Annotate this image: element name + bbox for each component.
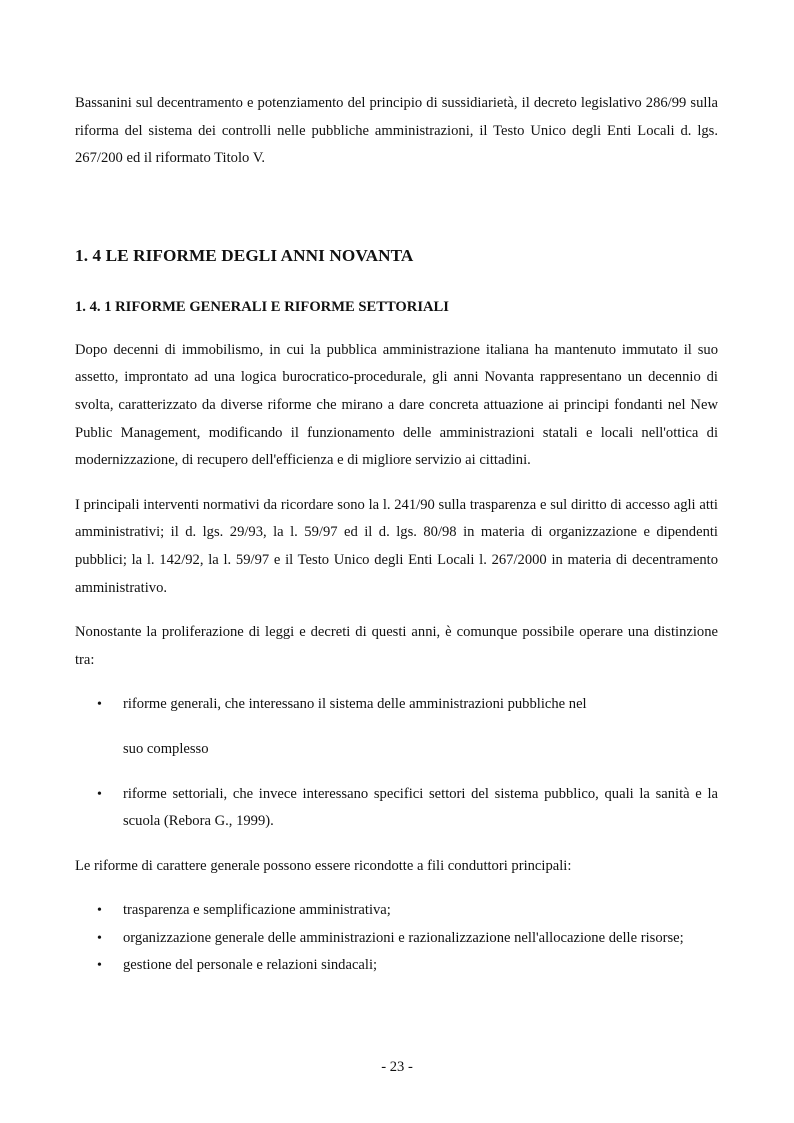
paragraph-new-public-management: Dopo decenni di immobilismo, in cui la pubblica amministrazione italiana ha mantenuto immutato il suo assetto, improntato ad una logica burocratico-procedurale, gli anni Novanta rappresentano un decennio di svolta, caratterizzato da diverse riforme che mirano a dare concreta attuazione ai principi fondanti nel New Public Management, modificando il funzionamento delle amministrazioni statali e locali nell'ottica di modernizzazione, di recupero dell'efficienza e di migliore servizio ai cittadini.	[75, 341, 718, 469]
list-item-riforme-generali	[75, 691, 718, 719]
bullet-icon: •	[97, 958, 102, 974]
subsection-heading: 1. 4. 1 RIFORME GENERALI E RIFORME SETTORIALI	[75, 298, 449, 315]
fili-conduttori-list	[75, 897, 718, 980]
list-item-text: riforme generali, che interessano il sistema delle amministrazioni pubbliche nel	[123, 696, 587, 713]
paragraph-list-intro: Le riforme di carattere generale possono essere ricondotte a fili conduttori principali:	[75, 857, 572, 874]
bullet-icon: •	[97, 697, 102, 713]
list-item-text: organizzazione generale delle amministrazioni e razionalizzazione nell'allocazione delle risorse;	[123, 929, 684, 946]
list-item-text: riforme settoriali, che invece interessano specifici settori del sistema pubblico, quali la sanità e la scuola (Rebora G., 1999).	[123, 785, 718, 830]
section-heading: 1. 4 LE RIFORME DEGLI ANNI NOVANTA	[75, 245, 414, 265]
paragraph-distinzione: Nonostante la proliferazione di leggi e decreti di questi anni, è comunque possibile operare una distinzione tra:	[75, 624, 718, 668]
intro-paragraph: Bassanini sul decentramento e potenziamento del principio di sussidiarietà, il decreto legislativo 286/99 sulla riforma del sistema dei controlli nelle pubbliche amministrazioni, il Testo Unico degli Enti Locali d. lgs. 267/200 ed il riformato Titolo V.	[75, 95, 718, 167]
riforme-types-list	[75, 691, 718, 719]
page-number: - 23 -	[381, 1059, 413, 1075]
list-item-text: gestione del personale e relazioni sindacali;	[123, 957, 378, 974]
document-page	[75, 90, 718, 980]
list-item-personale	[75, 952, 718, 980]
list-item-text: trasparenza e semplificazione amministrativa;	[123, 902, 391, 919]
list-item-organizzazione	[75, 925, 718, 953]
bullet-icon: •	[97, 903, 102, 919]
list-item-trasparenza	[75, 897, 718, 925]
paragraph-interventi-normativi: I principali interventi normativi da ricordare sono la l. 241/90 sulla trasparenza e sul diritto di accesso agli atti amministrativi; il d. lgs. 29/93, la l. 59/97 ed il d. lgs. 80/98 in materia di organizzazione e dipendenti pubblici; la l. 142/92, la l. 59/97 e il Testo Unico degli Enti Locali l. 267/2000 in materia di decentramento amministrativo.	[75, 496, 718, 596]
list-item-riforme-settoriali	[75, 781, 718, 836]
riforme-types-list-2	[75, 781, 718, 836]
bullet-icon: •	[97, 930, 102, 946]
list-item-continuation: suo complesso	[123, 740, 209, 757]
bullet-icon: •	[97, 786, 102, 802]
